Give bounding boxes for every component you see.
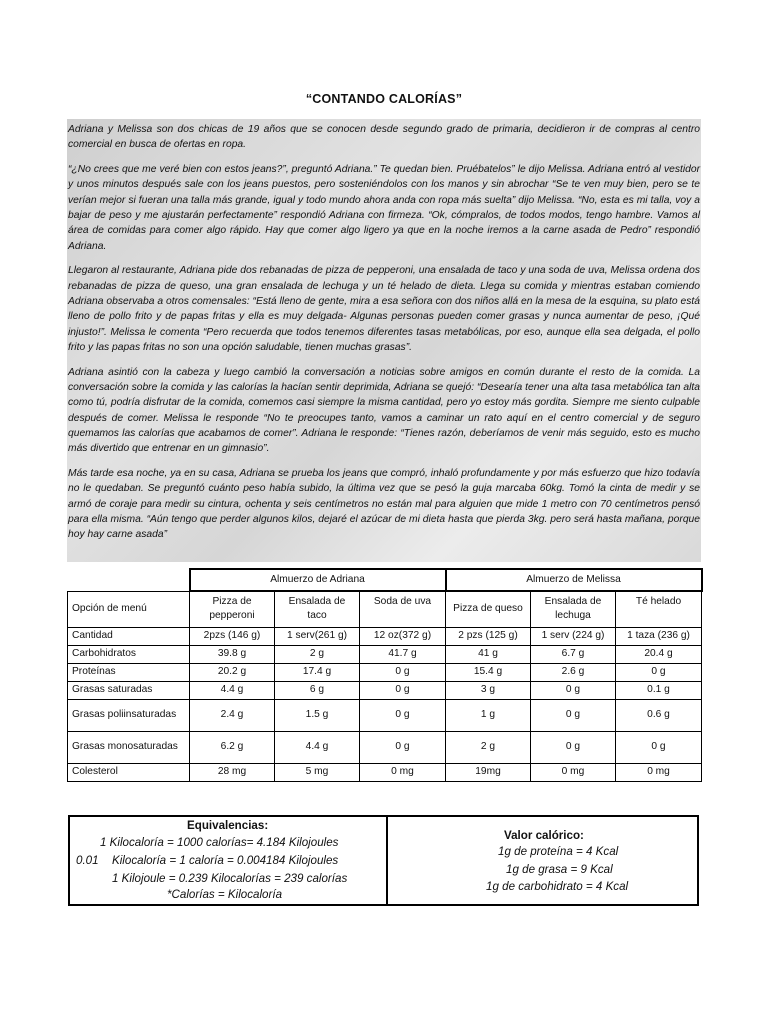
column-header: Ensalada de lechuga bbox=[531, 591, 616, 627]
equivalence-line: 1 Kilojoule = 0.239 Kilocalorías = 239 calorías bbox=[112, 872, 348, 885]
group-header-melissa: Almuerzo de Melissa bbox=[446, 569, 702, 591]
row-label: Proteínas bbox=[68, 663, 190, 681]
table-cell: 2 g bbox=[275, 645, 360, 663]
table-row bbox=[68, 627, 702, 645]
table-row bbox=[68, 645, 702, 663]
column-header: Pizza de queso bbox=[446, 591, 531, 627]
table-cell: 2pzs (146 g) bbox=[190, 627, 275, 645]
story-paragraph: Adriana y Melissa son dos chicas de 19 años que se conocen desde segundo grado de primaria, decidieron ir de compras al centro comercial en busca de ofertas en ropa. bbox=[68, 124, 700, 151]
table-cell: 19mg bbox=[446, 763, 531, 781]
table-cell: 0.6 g bbox=[616, 699, 702, 731]
column-header: Pizza de pepperoni bbox=[190, 591, 275, 627]
table-cell: 0 mg bbox=[360, 763, 446, 781]
story-paragraph: Adriana asintió con la cabeza y luego cambió la conversación a noticias sobre amigos en común durante el resto de la comida. La conversación sobre la comida y las calorías la hacían sentir deprimida, Adriana se quejó: “Desearía tener una alta tasa metabólica tan alta como tú, podría disfrutar de la comida, comemos casi siempre la misma cantidad, pero yo estoy más gordita. Siempre me siento culpable después de comer. Melissa le responde “No te preocupes tanto, vamos a caminar un rato aquí en el centro comercial y de seguro quemamos las calorías que acabamos de comer”. Adriana le responde: “Tienes razón, deberíamos de venir más seguido, esto es mucho más divertido que entrenar en un gimnasio”. bbox=[68, 366, 700, 455]
equivalence-note: *Calorías = Kilocaloría bbox=[167, 888, 283, 901]
table-cell: 0 g bbox=[616, 731, 702, 763]
table-cell: 4.4 g bbox=[275, 731, 360, 763]
table-cell: 39.8 g bbox=[190, 645, 275, 663]
row-label: Grasas monosaturadas bbox=[68, 731, 190, 763]
equivalences-box bbox=[68, 815, 699, 906]
column-header: Té helado bbox=[616, 591, 702, 627]
table-corner bbox=[68, 569, 190, 591]
table-cell: 0 g bbox=[531, 731, 616, 763]
column-header: Ensalada de taco bbox=[275, 591, 360, 627]
table-cell: 0 g bbox=[531, 699, 616, 731]
menu-option-header: Opción de menú bbox=[68, 591, 190, 627]
table-cell: 0 g bbox=[360, 663, 446, 681]
story-paragraph: Más tarde esa noche, ya en su casa, Adriana se prueba los jeans que compró, inhaló profundamente y por más esfuerzo que hizo todavía no le quedaban. Se preguntó cuánto peso había subido, la última vez que se pesó la guja marcaba 60kg. Tomó la cinta de medir y se armó de coraje para medir su cintura, ochenta y seis centímetros no están mal para alguien que mide 1 metro con 70 centímetros pensó para ella misma. “Aún tengo que perder algunos kilos, dejaré el azúcar de mi dieta hasta que pierda 3kg. pero será hasta mañana, porque hoy hay carne asada” bbox=[68, 467, 700, 541]
table-cell: 15.4 g bbox=[446, 663, 531, 681]
row-label: Colesterol bbox=[68, 763, 190, 781]
table-cell: 6.2 g bbox=[190, 731, 275, 763]
table-cell: 5 mg bbox=[275, 763, 360, 781]
table-row bbox=[68, 663, 702, 681]
table-cell: 0.1 g bbox=[616, 681, 702, 699]
table-cell: 0 g bbox=[360, 699, 446, 731]
table-cell: 41 g bbox=[446, 645, 531, 663]
table-cell: 2.6 g bbox=[531, 663, 616, 681]
equivalence-prefix: 0.01 bbox=[76, 854, 99, 867]
column-header: Soda de uva bbox=[360, 591, 446, 627]
table-column-header-row bbox=[68, 591, 702, 627]
table-cell: 0 g bbox=[360, 731, 446, 763]
table-cell: 1 g bbox=[446, 699, 531, 731]
story-paragraph: “¿No crees que me veré bien con estos jeans?”, preguntó Adriana.” Te quedan bien. Pruébatelos” le dijo Melissa. Adriana entró al vestidor y unos minutos después sale con los jeans puestos, pero sosteniéndolos con los manos y sin abrochar “Se te ven muy bien, pero se te verían mejor si fueran una talla más grande, igual y todo mundo ahora anda con ropa más suelta” dijo Melissa. “No, esta es mi talla, voy a bajar de peso y me ajustarán perfectamente” respondió Adriana con firmeza. “Ok, cómpralos, de todos modos, tengo hambre. Vamos al área de comidas para comer algo rápido. Hay que comer algo ligero ya que en la noche iremos a la carne asada de Pedro” respondió Adriana. bbox=[68, 164, 700, 252]
table-cell: 12 oz(372 g) bbox=[360, 627, 446, 645]
table-cell: 1 serv (224 g) bbox=[531, 627, 616, 645]
valor-calorico-panel bbox=[388, 817, 697, 904]
caloric-value-line: 1g de grasa = 9 Kcal bbox=[506, 863, 613, 876]
story-text-box bbox=[67, 119, 701, 562]
table-row bbox=[68, 731, 702, 763]
table-cell: 4.4 g bbox=[190, 681, 275, 699]
nutrition-table bbox=[67, 568, 703, 782]
story-paragraph: Llegaron al restaurante, Adriana pide dos rebanadas de pizza de pepperoni, una ensalada de taco y una soda de uva, Melissa ordena dos rebanadas de pizza de queso, una gran ensalada de lechuga y un té helado de dieta. Llega su comida y mientras estaban comiendo Adriana observaba a otros comensales: “Está lleno de gente, mira a esa señora con dos niños allá en la mesa de la esquina, su plato está lleno de pollo frito y de papas fritas y ella es muy delgada- Algunas personas pueden comer grasas y nunca aumentar de peso, ¡Qué injusto!”. Melissa le comenta “Pero recuerda que todos tenemos diferentes tasas metabólicas, por eso, aunque ella sea delgada, el pollo frito y las papas fritas no son una opción saludable, tienen muchas grasas”. bbox=[68, 265, 700, 353]
equivalence-line: Kilocaloría = 1 caloría = 0.004184 Kilojoules bbox=[112, 854, 339, 867]
table-row bbox=[68, 681, 702, 699]
table-cell: 41.7 g bbox=[360, 645, 446, 663]
table-cell: 2 g bbox=[446, 731, 531, 763]
table-cell: 20.2 g bbox=[190, 663, 275, 681]
table-cell: 1 serv(261 g) bbox=[275, 627, 360, 645]
row-label: Grasas poliinsaturadas bbox=[68, 699, 190, 731]
table-cell: 0 mg bbox=[531, 763, 616, 781]
table-cell: 6.7 g bbox=[531, 645, 616, 663]
table-cell: 0 mg bbox=[616, 763, 702, 781]
table-row bbox=[68, 763, 702, 781]
table-cell: 1.5 g bbox=[275, 699, 360, 731]
table-cell: 0 g bbox=[360, 681, 446, 699]
table-cell: 6 g bbox=[275, 681, 360, 699]
table-cell: 20.4 g bbox=[616, 645, 702, 663]
table-cell: 2 pzs (125 g) bbox=[446, 627, 531, 645]
table-cell: 3 g bbox=[446, 681, 531, 699]
equivalence-line: 1 Kilocaloría = 1000 calorías= 4.184 Kilojoules bbox=[100, 836, 339, 849]
table-cell: 2.4 g bbox=[190, 699, 275, 731]
table-cell: 1 taza (236 g) bbox=[616, 627, 702, 645]
table-row bbox=[68, 699, 702, 731]
table-cell: 28 mg bbox=[190, 763, 275, 781]
group-header-adriana: Almuerzo de Adriana bbox=[190, 569, 446, 591]
row-label: Cantidad bbox=[68, 627, 190, 645]
table-cell: 17.4 g bbox=[275, 663, 360, 681]
equivalencias-panel bbox=[70, 817, 388, 904]
table-group-header-row bbox=[68, 569, 702, 591]
row-label: Carbohidratos bbox=[68, 645, 190, 663]
caloric-value-line: 1g de proteína = 4 Kcal bbox=[498, 845, 619, 858]
equivalencias-heading: Equivalencias: bbox=[187, 819, 269, 832]
caloric-value-line: 1g de carbohidrato = 4 Kcal bbox=[486, 880, 629, 893]
document-title: “CONTANDO CALORÍAS” bbox=[305, 92, 463, 106]
row-label: Grasas saturadas bbox=[68, 681, 190, 699]
valor-calorico-heading: Valor calórico: bbox=[504, 829, 584, 842]
table-cell: 0 g bbox=[531, 681, 616, 699]
table-cell: 0 g bbox=[616, 663, 702, 681]
